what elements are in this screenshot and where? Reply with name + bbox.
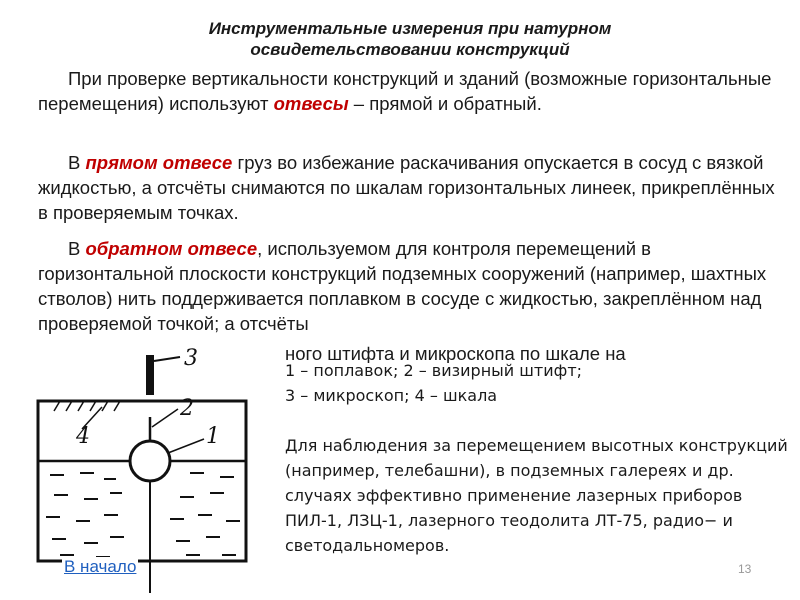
paragraph-text: При проверке вертикальности конструкций и зданий (возможные горизонтальные перемещения) используют bbox=[38, 68, 772, 114]
leader-line-2 bbox=[152, 409, 178, 427]
paragraph-text: – прямой и обратный. bbox=[348, 93, 542, 114]
diagram-label-1: 1 bbox=[206, 424, 220, 449]
paragraph-inverse-plumb bbox=[38, 236, 778, 336]
highlight-term: отвесы bbox=[273, 93, 349, 114]
caption-paragraph: Для наблюдения за перемещением высотных конструкций (например, телебашни), в подземных галереях и др. случаях эффективно применение лазерных приборов ПИЛ-1, ЛЗЦ-1, лазерного теодолита ЛТ-75, радио− и светодальномеров. bbox=[285, 436, 788, 555]
diagram-label-2: 2 bbox=[180, 396, 194, 421]
page-number: 13 bbox=[738, 562, 752, 576]
leader-line-1 bbox=[168, 439, 204, 453]
leader-line-3 bbox=[154, 357, 180, 361]
paragraph-text: В bbox=[68, 238, 86, 259]
inverse-plumb-diagram bbox=[0, 343, 275, 593]
paragraph-text: груз во избежание раскачивания опускается в сосуд с вязкой жидкостью, а отсчёты снимаются по шкалам горизонтальных линеек, прикреплённых в проверяемым точках. bbox=[38, 152, 775, 223]
paragraph-plumb-lines bbox=[38, 66, 778, 116]
paragraph-text: , используемом для контроля перемещений в горизонтальной плоскости конструкций подземных сооружений (например, шахтных стволов) нить поддерживается поплавком в сосуде с жидкостью, закреплённом над проверяемой точкой; а отсчёты bbox=[38, 238, 767, 334]
paragraph-overlap-text: ного штифта и микроскопа по шкале на bbox=[285, 343, 626, 363]
liquid-dashes bbox=[46, 473, 240, 557]
float-circle bbox=[130, 441, 170, 481]
diagram-svg bbox=[0, 343, 275, 593]
highlight-term: прямом отвесе bbox=[85, 152, 233, 173]
diagram-label-4: 4 bbox=[76, 424, 90, 449]
microscope-shape bbox=[146, 355, 154, 395]
slide-title: Инструментальные измерения при натурном освидетельствовании конструкций bbox=[208, 19, 612, 59]
highlight-term: обратном отвесе bbox=[85, 238, 258, 259]
figure-caption bbox=[285, 358, 795, 558]
caption-legend-line-1: 1 – поплавок; 2 – визирный штифт; bbox=[285, 361, 583, 380]
diagram-label-3: 3 bbox=[184, 346, 198, 371]
paragraph-direct-plumb bbox=[38, 150, 778, 225]
caption-legend-line-2: 3 – микроскоп; 4 – шкала bbox=[285, 386, 498, 405]
caption-spacer bbox=[285, 408, 795, 433]
paragraph-text: В bbox=[68, 152, 86, 173]
back-to-start-link[interactable]: В начало bbox=[64, 557, 137, 576]
